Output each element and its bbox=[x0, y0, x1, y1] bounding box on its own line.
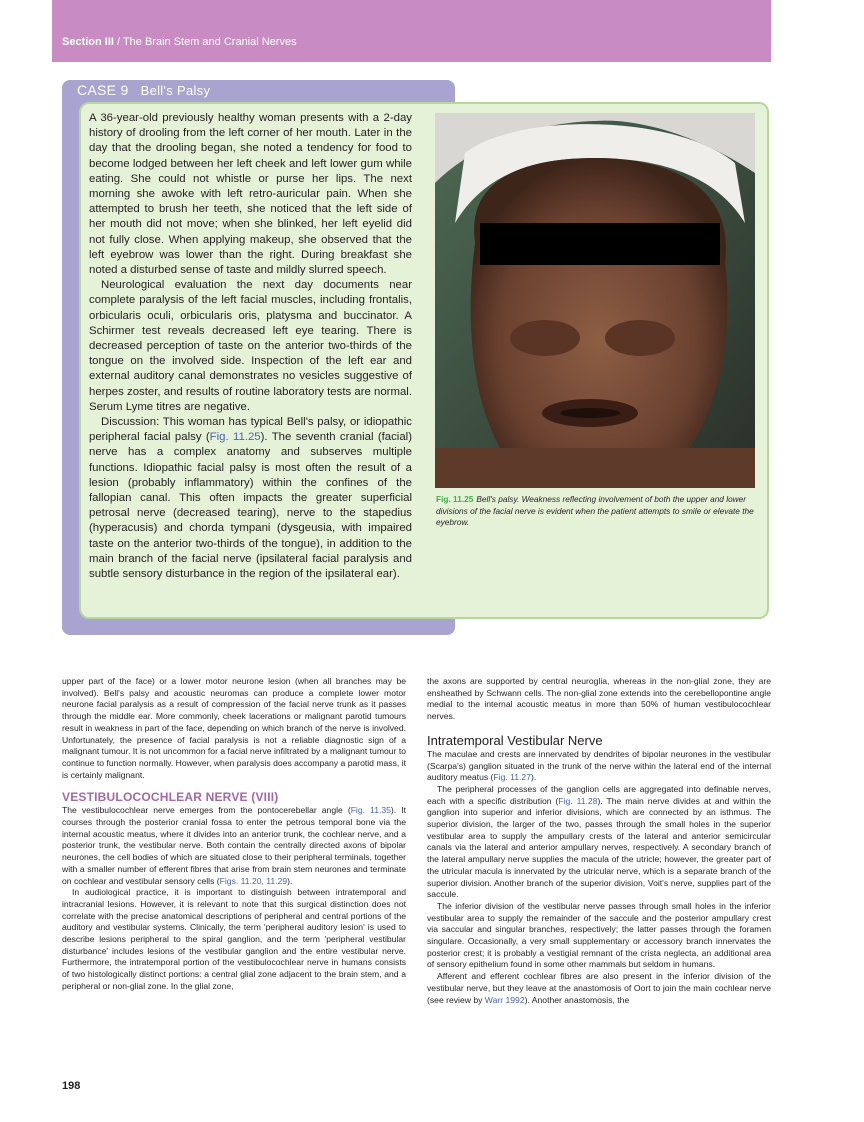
subsection-heading: Intratemporal Vestibular Nerve bbox=[427, 732, 603, 748]
figure-caption-text: Bell's palsy. Weakness reflecting involvement of both the upper and lower divisions of the facial nerve is evident when the patient attempts to smile or elevate the eyebrow. bbox=[436, 494, 754, 527]
eye-censor-bar bbox=[480, 223, 720, 265]
case-paragraph: Neurological evaluation the next day documents near complete paralysis of the left facial muscles, including frontalis, orbicularis oculi, orbicularis oris, platysma and buccinator. A Schirmer test reveals decreased left eye tearing. There is decreased perception of taste on the anterior two-thirds of the tongue on the involved side. Inspection of the left ear and external auditory canal demonstrates no vesicles suggestive of herpes zoster, and results of routine laboratory tests are normal. Serum Lyme titres are negative. bbox=[89, 279, 412, 413]
body-paragraph: the axons are supported by central neuroglia, whereas in the non-glial zone, they are ensheathed by Schwann cells. The non-glial zone extends into the cerebellopontine angle medial to the internal acoustic meatus in more than 50% of human vestibulocochlear nerves. bbox=[427, 676, 771, 722]
body-text: Afferent and efferent cochlear fibres are also present in the inferior division of the vestibular nerve, but they leave at the anastomosis of Oort to join the main cochlear nerve (see review by bbox=[427, 971, 771, 1005]
figure-link[interactable]: Fig. 11.28 bbox=[558, 795, 598, 806]
case-name: Bell's Palsy bbox=[140, 83, 211, 98]
figure-link[interactable]: Fig. 11.35 bbox=[350, 805, 391, 816]
body-paragraph: upper part of the face) or a lower motor neurone lesion (when all branches may be involved). Bell's palsy and acoustic neuromas can produce a complete lower motor neurone facial paralysis as a result of compression of the facial nerve trunk as it passes through the middle ear. More commonly, cheek lacerations or malignant parotid tumours result in weakness in part of the face, depending on which branch of the nerve is involved. Unfortunately, the presence of facial paralysis is not a reliable diagnostic sign of a malignant tumour. It is not uncommon for a facial nerve infiltrated by a malignant tumour to continue to function normally. However, when paralysis does accompany a parotid mass, it is certainly malignant. bbox=[62, 676, 406, 780]
case-label: CASE 9 bbox=[77, 82, 129, 98]
body-text: ). It courses through the posterior cranial fossa to enter the petrous temporal bone via the internal acoustic meatus, where it divides into an anterior trunk, the cochlear nerve, and a posterior trunk, the vestibular nerve. Both contain the centrally directed axons of bipolar neurones, the cell bodies of which are situated close to their peripheral terminals, together with a smaller number of efferent fibres that arise from brain stem neurones and terminate on cochlear and vestibular sensory cells ( bbox=[62, 805, 406, 886]
body-text: ). bbox=[287, 875, 293, 886]
right-column bbox=[427, 676, 771, 1006]
discussion-text: Discussion: This woman has typical Bell's palsy, or idiopathic peripheral facial palsy ( bbox=[89, 416, 412, 444]
body-paragraph: In audiological practice, it is important to distinguish between intratemporal and intracranial lesions. However, it is relevant to note that this surgical distinction does not correlate with the precise anatomical descriptions of peripheral and central portions of the auditory and vestibular systems. Clinically, the term 'peripheral auditory lesion' is used to describe lesions peripheral to the spiral ganglion, and the term 'peripheral vestibular disturbance' includes lesions of the vestibular ganglion and the entire vestibular nerve. Furthermore, the intratemporal portion of the vestibulocochlear nerve in humans consists of two histologically distinct portions: a central glial zone adjacent to the brain stem, and a peripheral or non-glial zone. In the glial zone, bbox=[62, 887, 406, 991]
body-text: The maculae and crests are innervated by dendrites of bipolar neurones in the vestibular (Scarpa's) ganglion situated in the trunk of the nerve within the lateral end of the internal auditory meatus ( bbox=[427, 748, 771, 783]
body-text: ). bbox=[531, 772, 537, 783]
section-heading: VESTIBULOCOCHLEAR NERVE (VIII) bbox=[62, 790, 279, 805]
section-header-band bbox=[52, 0, 771, 62]
body-text: ). Another anastomosis, the bbox=[524, 994, 630, 1005]
body-paragraph: The inferior division of the vestibular nerve passes through small holes in the inferior vestibular area to supply the remainder of the saccule and the posterior ampullary crest via saccular and singular branches, respectively; the latter passes through the foramen singulare. Occasionally, a very small supplementary or accessory branch innervates the posterior crest; it is probably a vestigial remnant of the crista neglecta, an additional area of sensory epithelium found in some other mammals but seldom in humans. bbox=[427, 900, 771, 970]
body-text: The peripheral processes of the ganglion cells are aggregated into definable nerves, each with a specific distribution ( bbox=[427, 783, 771, 806]
body-paragraph bbox=[427, 749, 771, 784]
body-text: The vestibulocochlear nerve emerges from the pontocerebellar angle ( bbox=[62, 805, 351, 816]
page-number: 198 bbox=[62, 1080, 81, 1092]
body-paragraph bbox=[427, 971, 771, 1006]
case-discussion bbox=[89, 415, 412, 582]
figure-caption bbox=[436, 494, 758, 529]
figure-link[interactable]: Figs. 11.20, 11.29 bbox=[219, 875, 288, 886]
body-paragraph bbox=[62, 805, 406, 887]
figure-link[interactable]: Fig. 11.25 bbox=[209, 431, 261, 444]
reference-link[interactable]: Warr 1992 bbox=[484, 994, 525, 1005]
patient-photo bbox=[435, 113, 755, 488]
case-paragraph: A 36-year-old previously healthy woman presents with a 2-day history of drooling from the left corner of her mouth. Later in the day that the drooling began, she noted a tendency for food to become lodged between her left cheek and left lower gum while eating. She could not whistle or purse her lips. The next morning she awoke with left retro-auricular pain. When she attempted to brush her teeth, she noticed that the left side of her mouth did not move; when she blinked, her left eyelid did not fully close. When applying makeup, she observed that the left eyebrow was lower than the right. During breakfast she noted a disturbed sense of taste and mildly slurred speech. bbox=[89, 112, 412, 277]
body-paragraph bbox=[427, 784, 771, 901]
section-number: Section III bbox=[62, 36, 114, 48]
figure-link[interactable]: Fig. 11.27 bbox=[493, 772, 531, 783]
case-text bbox=[89, 111, 412, 582]
left-column bbox=[62, 676, 406, 993]
running-header bbox=[62, 36, 297, 48]
section-title: The Brain Stem and Cranial Nerves bbox=[122, 36, 297, 48]
patient-face-image bbox=[435, 113, 755, 488]
header-separator: / bbox=[117, 36, 121, 48]
case-title bbox=[77, 82, 210, 98]
figure-label: Fig. 11.25 bbox=[436, 494, 474, 504]
body-text: ). The main nerve divides at and within the ganglion into superior and inferior divisions, which are connected by an isthmus. The superior division, the larger of the two, passes through the small holes in the superior vestibular area to supply the ampullary crests of the lateral and anterior semicircular canals via the lateral and anterior ampullary nerves, respectively. A secondary branch of the lateral ampullary nerve supplies the macula of the utricle; however, the greater part of the utricular macula is innervated by the utricular nerve, which is a separate branch of the superior division. Another branch of the superior division, Voit's nerve, supplies part of the saccule. bbox=[427, 795, 771, 900]
discussion-text: ). The seventh cranial (facial) nerve has a complex anatomy and subserves multiple functions. Idiopathic facial palsy is most often the result of a lesion (probably inflammatory) within the confines of the fallopian canal. This often impacts the greater superficial petrosal nerve (decreased tearing), nerve to the stapedius (hyperacusis) and chorda tympani (dysgeusia, with impaired taste on the anterior two-thirds of the tongue), in addition to the main branch of the facial nerve (ipsilateral facial paralysis and subtle sensory disturbance in the region of the ipsilateral ear). bbox=[89, 431, 412, 581]
